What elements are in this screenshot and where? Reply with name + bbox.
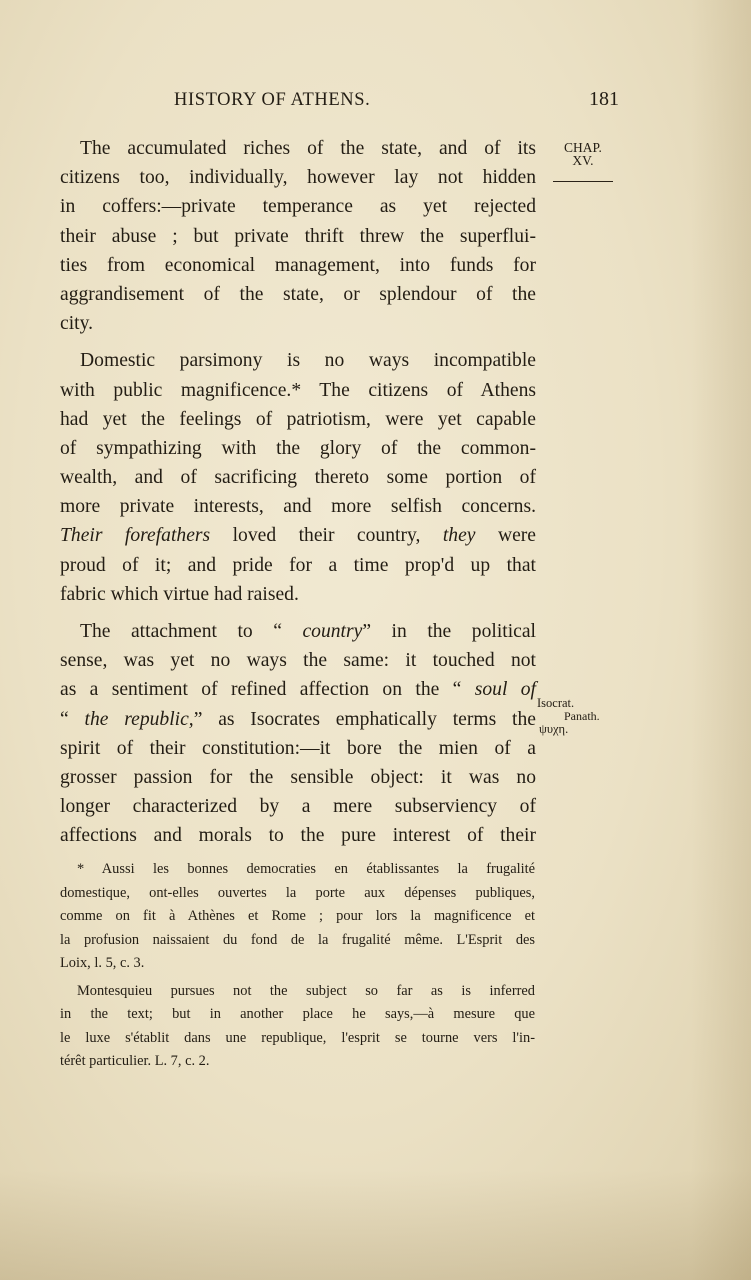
paragraph-1	[60, 134, 536, 338]
footnote-line: comme on fit à Athènes et Rome ; pour lors la magnificence et	[60, 908, 535, 924]
text-line: The accumulated riches of the state, and of its	[80, 138, 536, 159]
text-line: longer characterized by a mere subserviency of	[60, 796, 536, 818]
italic-phrase: the republic,	[84, 708, 194, 730]
text-line: citizens too, individually, however lay not hidden	[60, 167, 536, 189]
text-run: loved their country,	[210, 525, 443, 547]
chapter-label: CHAP.	[564, 140, 602, 155]
paragraph-2	[60, 346, 536, 609]
text-line: sense, was yet no ways the same: it touched not	[60, 650, 536, 672]
text-line: of sympathizing with the glory of the common-	[60, 437, 536, 459]
italic-phrase: Their forefathers	[60, 525, 211, 547]
footnote-line: * Aussi les bonnes democraties en établissantes la frugalité	[77, 861, 535, 877]
text-run: “	[60, 708, 85, 730]
text-run: ” in the political	[362, 621, 536, 642]
text-line: more private interests, and more selfish concerns.	[60, 496, 536, 518]
text-run: were	[475, 525, 537, 547]
page-shadow-bottom	[0, 1170, 751, 1280]
text-line: spirit of their constitution:—it bore the mien of a	[60, 737, 536, 759]
footnote-line: la profusion naissaient du fond de la frugalité même. L'Esprit des	[60, 931, 535, 948]
margin-chapter-note	[553, 141, 613, 167]
text-line: had yet the feelings of patriotism, were yet capable	[60, 408, 536, 430]
footnote-line: Montesquieu pursues not the subject so far as is inferred	[77, 982, 535, 999]
text-run: The attachment to “	[80, 621, 303, 642]
italic-phrase: country	[302, 621, 363, 642]
text-line: fabric which virtue had raised.	[60, 583, 299, 605]
text-line: with public magnificence.* The citizens of Athens	[60, 379, 536, 401]
footnote-line: domestique, ont-elles ouvertes la porte aux dépenses publiques,	[60, 884, 535, 901]
footnote-line: in the text; but in another place he says,—à mesure que	[60, 1006, 535, 1022]
footnote-line: Loix, l. 5, c. 3.	[60, 955, 145, 971]
footnotes	[60, 858, 535, 1074]
paragraph-gap	[60, 609, 536, 617]
text-line: city.	[60, 313, 94, 335]
text-line: proud of it; and pride for a time prop'd up that	[60, 554, 536, 576]
body-text	[60, 134, 536, 851]
chapter-number: XV.	[572, 153, 594, 168]
footnote-1	[60, 858, 535, 976]
text-line	[60, 675, 536, 704]
text-line: affections and morals to the pure interest of their	[60, 825, 536, 847]
text-line: their abuse ; but private thrift threw the superflui-	[60, 225, 536, 247]
footnote-line: térêt particulier. L. 7, c. 2.	[60, 1053, 210, 1069]
text-line: ties from economical management, into funds for	[60, 254, 536, 276]
text-line: in coffers:—private temperance as yet rejected	[60, 196, 536, 218]
text-line	[60, 705, 536, 734]
text-line	[60, 521, 536, 550]
paragraph-3	[60, 617, 536, 851]
italic-phrase: soul of	[474, 679, 536, 701]
footnote-line: le luxe s'établit dans une republique, l'esprit se tourne vers l'in-	[60, 1029, 535, 1046]
margin-rule	[553, 181, 613, 183]
text-line: aggrandisement of the state, or splendour of the	[60, 283, 536, 305]
paragraph-gap	[60, 338, 536, 346]
text-run: ” as Isocrates emphatically terms the	[193, 708, 536, 730]
italic-phrase: they	[442, 525, 476, 547]
text-line	[60, 617, 536, 646]
margin-reference-isocrat: Isocrat.	[537, 696, 575, 710]
running-head: HISTORY OF ATHENS.	[174, 90, 371, 110]
text-line: Domestic parsimony is no ways incompatible	[80, 350, 536, 372]
footnote-2	[60, 980, 535, 1074]
text-run: as a sentiment of refined affection on the “	[60, 679, 475, 701]
text-line: grosser passion for the sensible object: it was no	[60, 766, 536, 788]
text-line: wealth, and of sacrificing thereto some portion of	[60, 467, 536, 489]
margin-reference-panath: Panath.	[564, 709, 600, 723]
margin-reference-note	[537, 697, 617, 736]
page-shadow-right	[691, 0, 751, 1280]
page-number: 181	[589, 88, 619, 110]
margin-reference-greek: ψυχη.	[539, 722, 569, 736]
